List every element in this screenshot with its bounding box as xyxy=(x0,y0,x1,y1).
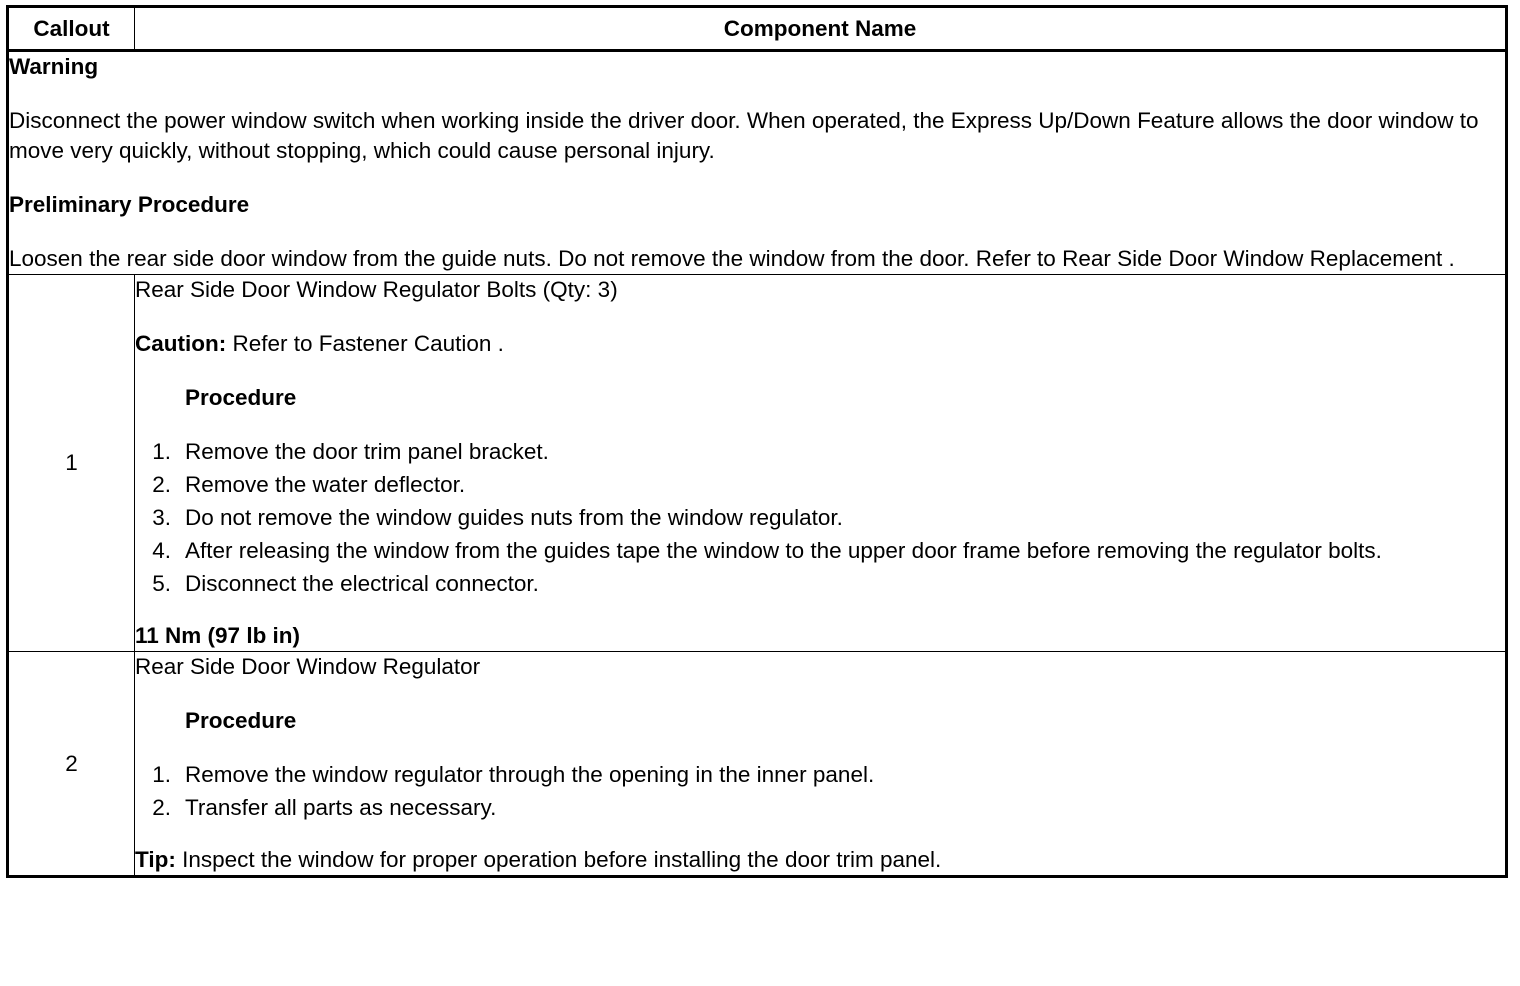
step-text: Remove the window regulator through the opening in the inner panel. xyxy=(185,762,875,787)
step-number: 1. xyxy=(152,762,171,787)
caution-label: Caution: xyxy=(135,331,227,356)
step-number: 2. xyxy=(152,472,171,497)
callout-column-header: Callout xyxy=(8,7,135,51)
table-row xyxy=(8,275,1507,652)
step-number: 1. xyxy=(152,439,171,464)
step-number: 2. xyxy=(152,795,171,820)
component-cell xyxy=(135,652,1507,877)
tip-note xyxy=(135,845,1505,875)
intro-cell xyxy=(8,51,1507,275)
step-text: After releasing the window from the guides tape the window to the upper door frame before removing the regulator bolts. xyxy=(185,538,1382,563)
procedure-steps xyxy=(135,437,1505,599)
callout-number: 2 xyxy=(8,652,135,877)
step-number: 3. xyxy=(152,505,171,530)
list-item xyxy=(135,503,1505,533)
warning-title: Warning xyxy=(9,54,99,79)
component-cell xyxy=(135,275,1507,652)
torque-spec: 11 Nm (97 lb in) xyxy=(135,623,301,648)
procedure-steps xyxy=(135,760,1505,823)
caution-note xyxy=(135,329,1505,359)
procedure-heading: Procedure xyxy=(185,708,297,733)
preliminary-procedure-title: Preliminary Procedure xyxy=(9,192,250,217)
table-row xyxy=(8,652,1507,877)
list-item xyxy=(135,760,1505,790)
caution-text: Refer to Fastener Caution . xyxy=(226,331,504,356)
table-header-row xyxy=(8,7,1507,51)
list-item xyxy=(135,470,1505,500)
step-text: Do not remove the window guides nuts from the window regulator. xyxy=(185,505,843,530)
preliminary-procedure-text: Loosen the rear side door window from the guide nuts. Do not remove the window from the door. Refer to Rear Side Door Window Replacement . xyxy=(9,246,1455,271)
procedure-heading: Procedure xyxy=(185,385,297,410)
procedure-table xyxy=(6,5,1508,878)
list-item xyxy=(135,536,1505,566)
list-item xyxy=(135,793,1505,823)
step-number: 4. xyxy=(152,538,171,563)
intro-row xyxy=(8,51,1507,275)
warning-text: Disconnect the power window switch when working inside the driver door. When operated, the Express Up/Down Feature allows the door window to move very quickly, without stopping, which could cause personal injury. xyxy=(9,108,1479,163)
step-number: 5. xyxy=(152,571,171,596)
step-text: Remove the water deflector. xyxy=(185,472,466,497)
step-text: Transfer all parts as necessary. xyxy=(185,795,497,820)
step-text: Remove the door trim panel bracket. xyxy=(185,439,549,464)
component-name: Rear Side Door Window Regulator xyxy=(135,654,481,679)
step-text: Disconnect the electrical connector. xyxy=(185,571,539,596)
tip-label: Tip: xyxy=(135,847,176,872)
list-item xyxy=(135,437,1505,467)
list-item xyxy=(135,569,1505,599)
callout-number: 1 xyxy=(8,275,135,652)
component-name-column-header: Component Name xyxy=(135,7,1507,51)
component-name: Rear Side Door Window Regulator Bolts (Qty: 3) xyxy=(135,277,618,302)
tip-text: Inspect the window for proper operation before installing the door trim panel. xyxy=(175,847,942,872)
